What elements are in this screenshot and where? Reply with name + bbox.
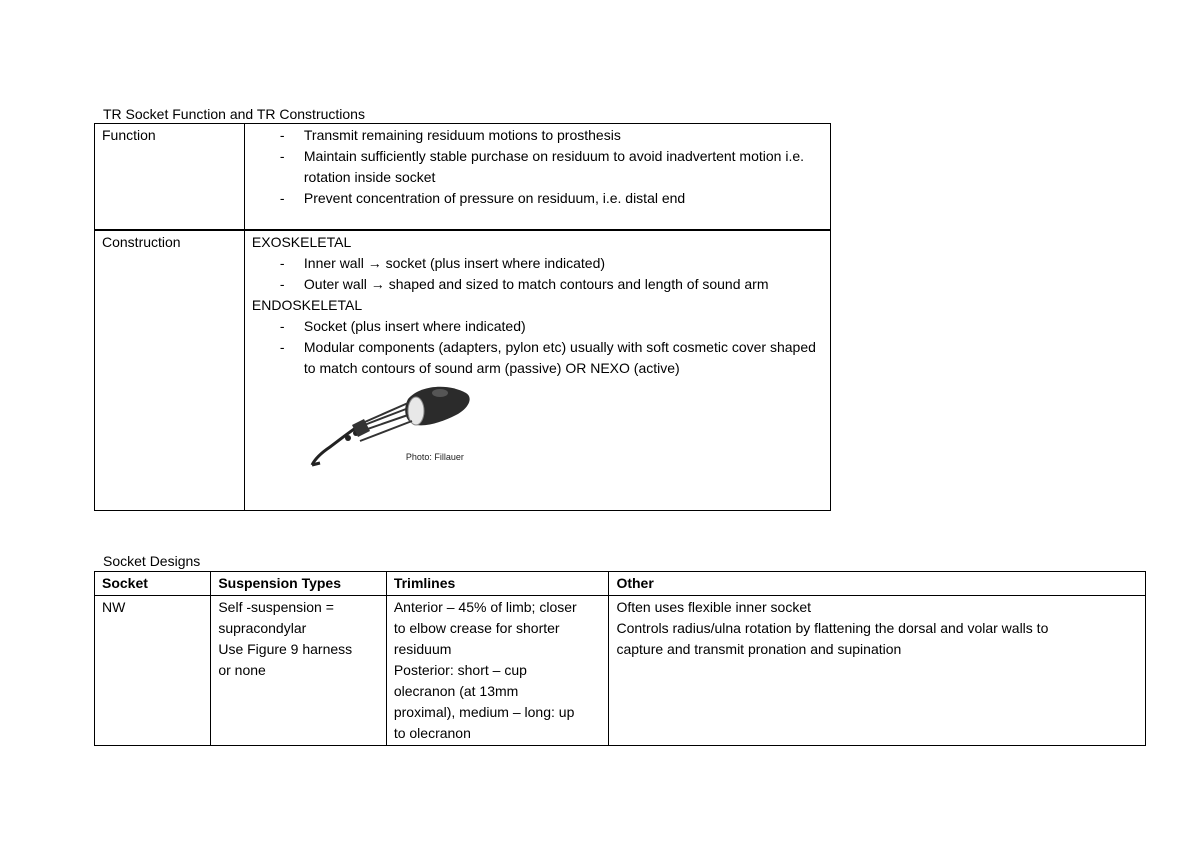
list-item: - Modular components (adapters, pylon etc) usually with soft cosmetic cover shaped to match contours of sound arm (passive) OR NEXO (active) — [304, 337, 823, 379]
list-item: - Maintain sufficiently stable purchase on residuum to avoid inadvertent motion i.e. rotation inside socket — [304, 146, 823, 188]
header-suspension: Suspension Types — [211, 572, 387, 596]
endo-heading: ENDOSKELETAL — [251, 297, 363, 313]
list-item: - Inner wall → socket (plus insert where indicated) — [304, 253, 823, 274]
prosthesis-photo — [308, 381, 478, 476]
header-other: Other — [609, 572, 1146, 596]
cell-line: residuum — [393, 641, 452, 657]
list-item: - Outer wall → shaped and sized to match contours and length of sound arm — [304, 274, 823, 295]
construction-content — [244, 230, 830, 511]
exo-heading: EXOSKELETAL — [251, 234, 352, 250]
cell-line: or none — [218, 662, 266, 678]
cell-line: capture and transmit pronation and supination — [616, 641, 902, 657]
list-item: - Transmit remaining residuum motions to prosthesis — [304, 125, 823, 146]
cell-line: Posterior: short – cup — [393, 662, 527, 678]
function-construction-table — [94, 123, 831, 511]
construction-label: Construction — [95, 230, 245, 511]
socket-designs-table — [94, 571, 1146, 746]
table-header-row — [95, 572, 1146, 596]
list-item: - Prevent concentration of pressure on residuum, i.e. distal end — [304, 188, 823, 209]
table-row — [95, 596, 1146, 746]
list-item: - Socket (plus insert where indicated) — [304, 316, 823, 337]
cell-other — [609, 596, 1146, 746]
cell-line: to olecranon — [393, 725, 471, 741]
section1-caption: TR Socket Function and TR Constructions — [103, 106, 365, 122]
cell-line: olecranon (at 13mm — [393, 683, 519, 699]
cell-line: Self -suspension = — [218, 599, 334, 615]
cell-suspension — [211, 596, 387, 746]
cell-line: Anterior – 45% of limb; closer — [393, 599, 577, 615]
cell-line: Controls radius/ulna rotation by flattening the dorsal and volar walls to — [616, 620, 1049, 636]
header-trimlines: Trimlines — [386, 572, 609, 596]
cell-line: to elbow crease for shorter — [393, 620, 560, 636]
cell-line: supracondylar — [218, 620, 307, 636]
header-socket: Socket — [95, 572, 211, 596]
cell-trimlines — [386, 596, 609, 746]
cell-line: Often uses flexible inner socket — [616, 599, 811, 615]
cell-socket: NW — [95, 596, 211, 746]
function-label: Function — [95, 124, 245, 231]
photo-caption: Photo: Fillauer — [405, 452, 464, 462]
table-row — [95, 124, 831, 231]
function-content — [244, 124, 830, 231]
table-row — [95, 230, 831, 511]
section2-caption: Socket Designs — [103, 553, 201, 569]
cell-line: proximal), medium – long: up — [393, 704, 575, 720]
cell-line: Use Figure 9 harness — [218, 641, 353, 657]
